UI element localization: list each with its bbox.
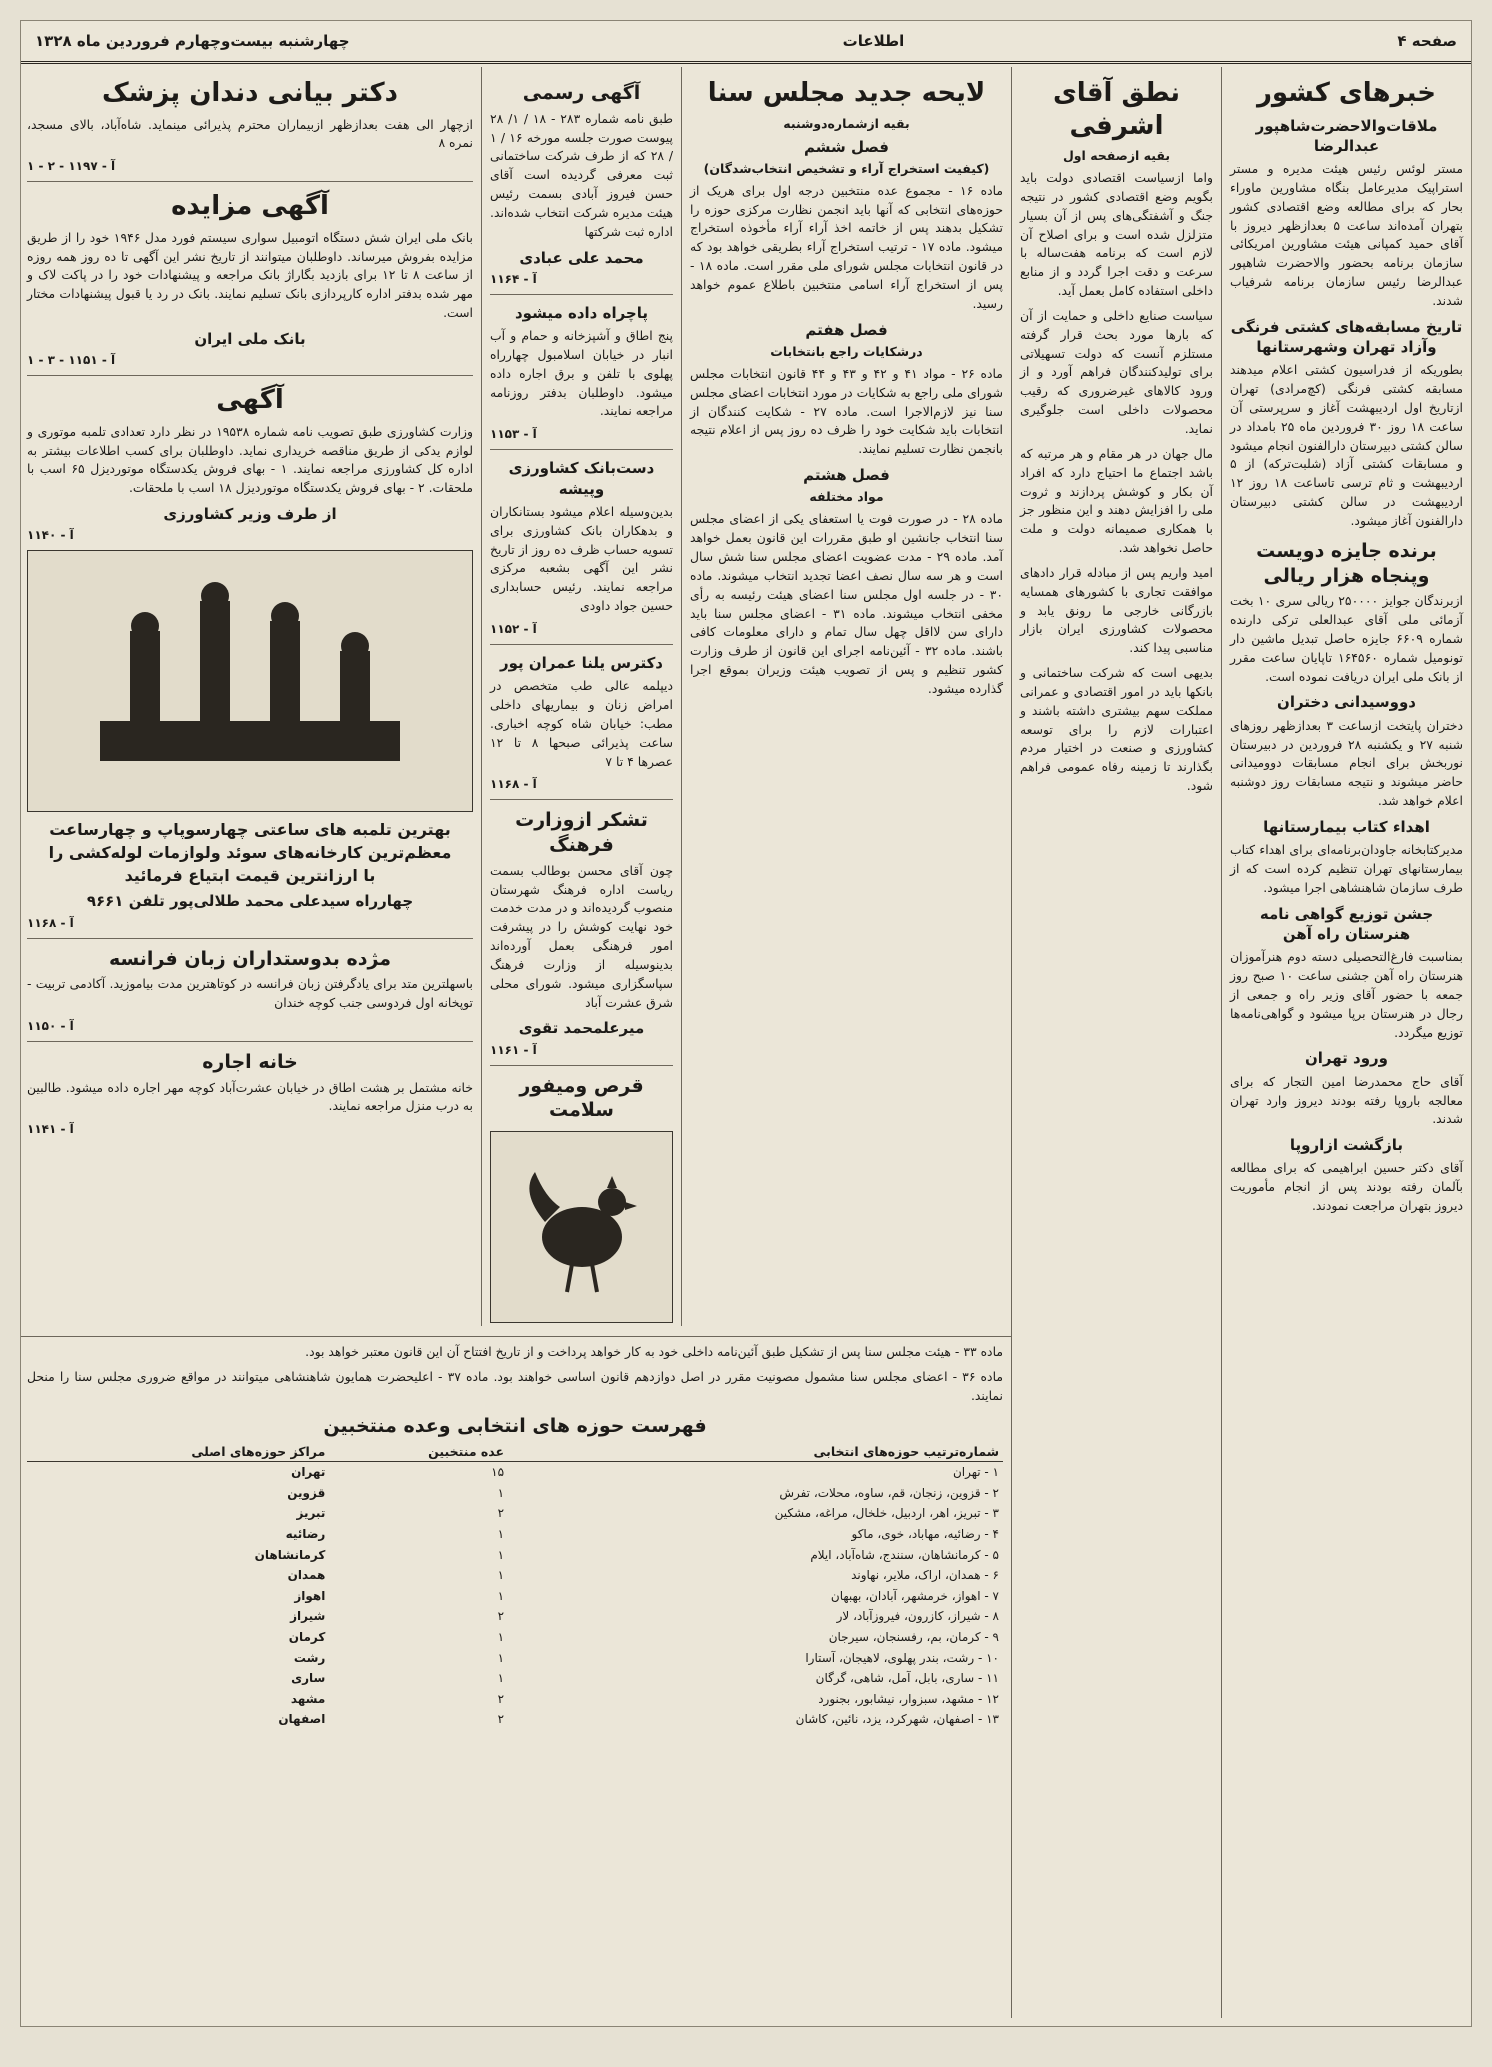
news-item-body: آقای حاج محمدرضا امین التجار که برای معالجه باروپا رفته بودند دیروز وارد تهران شدند. <box>1230 1073 1463 1127</box>
news-heading: خبرهای کشور <box>1256 78 1437 108</box>
speech-paragraph: بدیهی است که شرکت ساختمانی و بانکها باید در امور اقتصادی و عمرانی مملکت سهم بیشتری داشته باشند و اعتبارات لازم را برای توسعه کشاورزی و صنعت در اختیار مردم بگذارند تا زمینه رفاه عمومی فراهم شود. <box>1020 665 1213 794</box>
news-item-title: ملاقات‌والاحضرت‌شاهپور عبدالرضا <box>1255 116 1438 155</box>
section-title: فصل هفتم <box>805 320 888 339</box>
table-cell-center: کرمانشاهان <box>254 1547 326 1562</box>
table-cell-count: ۲ <box>497 1506 505 1521</box>
pumps-illustration <box>27 550 473 812</box>
ad-code: آ - ۱۱۶۱ <box>490 1042 537 1057</box>
table-cell-list: ۱ - تهران <box>952 1465 999 1480</box>
table-cell-list: ۲ - قزوین، زنجان، قم، ساوه، محلات، تفرش <box>779 1485 999 1500</box>
ad-signature: میرعلمحمد تقوی <box>518 1019 645 1038</box>
news-item-body: بمناسبت فارغ‌التحصیلی دسته دوم هنرآموزان هنرستان راه آهن جشنی ساعت ۱۰ صبح روز جمعه با حضور آقای وزیر راه و جمعی از رجال در هنرستان برپا میشود و گواهی‌نامه‌ها توزیع میگردد. <box>1230 949 1463 1040</box>
page-number: صفحه ۴ <box>1397 32 1457 50</box>
senate-bill-heading: لایحه جدید مجلس سنا <box>707 78 986 108</box>
table-cell-count: ۱۵ <box>491 1465 505 1480</box>
table-cell-list: ۸ - شیراز، کازرون، فیروزآباد، لار <box>836 1609 999 1624</box>
ad-code: آ - ۱۱۵۳ <box>490 427 537 442</box>
divider <box>490 294 673 295</box>
news-item-body: مستر لوئس رئیس هیئت مدیره و مستر استراپیک مدیرعامل بنگاه مشاورین ماوراء بحار که برای مطالعه وضع اقتصادی کشور بتهران آمده‌اند ساعت ۵ بعدازظهر دیروز با آقای حمید کمپانی هیئت مشاورین امریکائی سازمان برنامه بحضور والاحضرت شاهپور عبدالرضا رئیس سازمان برنامه شرفیاب شدند. <box>1230 161 1464 308</box>
pump-ad-line: بهترین تلمبه های ساعتی چهارسوپاپ و چهارساعت <box>49 820 451 840</box>
ad-code: آ - ۱۱۴۰ <box>27 528 74 543</box>
ad-code: آ - ۱۱۵۲ <box>490 621 537 636</box>
news-item-title: دووسیدانی دختران <box>1277 693 1416 712</box>
table-cell-center: تبریز <box>296 1506 326 1521</box>
table-title: فهرست حوزه های انتخابی وعده منتخبین <box>323 1414 707 1437</box>
ad-title: آگهی رسمی <box>522 82 641 104</box>
table-cell-center: مشهد <box>290 1691 326 1706</box>
table-cell-center: رشت <box>293 1650 326 1665</box>
table-cell-list: ۹ - کرمان، بم، رفسنجان، سیرجان <box>828 1629 999 1644</box>
pump-ad-address: چهارراه سیدعلی محمد طلالی‌پور تلفن ۹۶۶۱ <box>86 892 414 911</box>
table-cell-list: ۵ - کرمانشاهان، سنندج، شاه‌آباد، ایلام <box>810 1547 999 1562</box>
table-cell-center: اهواز <box>294 1588 326 1603</box>
table-cell-center: شیراز <box>290 1609 326 1624</box>
ad-code: آ - ۱۱۶۴ <box>490 271 537 286</box>
table-row <box>27 1524 1003 1545</box>
ad-body: طبق نامه شماره ۲۸۳ - ۱۸ / ۱/ ۲۸ پیوست صورت جلسه مورخه ۱۶ / ۱ / ۲۸ که از طرف شرکت ساختمانی ثبت معرفی گردیده است آقای حسن فیروز آبادی بسمت رئیس هیئت مدیره شرکت انتخاب شده‌اند. اداره ثبت شرکتها <box>490 110 673 239</box>
table-cell-center: همدان <box>287 1568 326 1583</box>
electoral-districts-table <box>27 1442 1003 1730</box>
table-row <box>27 1545 1003 1566</box>
bottom-intro: ماده ۳۶ - اعضای مجلس سنا مشمول مصونیت مقرر در اصل دوازدهم قانون اساسی خواهند بود. ماده ۳۷ - اعلیحضرت همایون شاهنشاهی میتوانند در مواقع ضروری مجلس سنا را منحل نمایند. <box>27 1368 1003 1403</box>
section-title: فصل هشتم <box>803 466 890 485</box>
masthead <box>21 21 1471 64</box>
ad-signature: بانک ملی ایران <box>194 329 306 348</box>
news-item-title: ورود تهران <box>1304 1049 1388 1068</box>
bottom-section <box>20 1336 1011 2018</box>
speech-paragraph: مال جهان در هر مقام و هر مرتبه که باشد اجتماع ما احتیاج دارد که افراد آن بکار و کوشش پردازند و ثروت ملی را افزایش دهند و این منظور جز با همکاری صمیمانه دولت و ملت حاصل نخواهد شد. <box>1020 445 1213 556</box>
table-row <box>27 1503 1003 1524</box>
table-cell-center: اصفهان <box>278 1712 326 1727</box>
table-cell-count: ۲ <box>497 1712 505 1727</box>
table-cell-count: ۱ <box>497 1671 505 1686</box>
ad-title: مژده بدوستداران زبان فرانسه <box>108 947 392 970</box>
table-cell-count: ۱ <box>497 1547 505 1562</box>
speech-paragraph: امید واریم پس از مبادله قرار دادهای موافقت تجاری با کشورهای همسایه بازرگانی خارجی ما رونق یابد و محصولات کشاورزی ایران بازار مناسبی پیدا کند. <box>1020 564 1213 656</box>
paper-name: اطلاعات <box>842 32 905 50</box>
senate-bill-subtitle: بقیه ازشماره‌دوشنبه <box>783 115 910 131</box>
speech-heading: نطق آقای اشرفی <box>1052 78 1181 141</box>
table-cell-count: ۱ <box>497 1527 505 1541</box>
section-subtitle: درشکایات راجع بانتخابات <box>770 343 923 359</box>
section-subtitle: (کیفیت استخراج آراء و تشخیص انتخاب‌شدگان) <box>703 160 990 176</box>
table-header-row <box>27 1442 1003 1462</box>
ad-body: چون آقای محسن بوطالب بسمت ریاست اداره فرهنگ شهرستان منصوب گردیده‌اند و در مدت خدمت خود نهایت کوشش را در پیشرفت امور فرهنگی بعمل آورده‌اند بدینوسیله از وزارت فرهنگ سپاسگزاری میشود. شورای محلی شرق عشرت آباد <box>490 862 673 1010</box>
section-subtitle: مواد مختلفه <box>809 489 884 505</box>
news-item-title: بازگشت ازاروپا <box>1289 1136 1404 1155</box>
speech-paragraph: سیاست صنایع داخلی و حمایت از آن که بارها مورد بحث قرار گرفته مستلزم آنست که دولت تسهیلاتی برای تولیدکنندگان فراهم آورد و از ورود کالاهای غیرضروری که رقیب محصولات داخلی است جلوگیری نماید. <box>1020 307 1213 436</box>
table-row <box>27 1565 1003 1586</box>
news-item-body: ازبرندگان جوایز ۲۵۰۰۰۰ ریالی سری ۱۰ بخت آزمائی ملی آقای عبدالعلی ترکی دارنده شماره ۶۶۰۹ جایزه حاصل تبدیل ماشین دار تونومیل شماره ۱۶۴۵۶۰ تاپایان ساعت مقرر از بانک ملی ایران دریافت نموده است. <box>1230 593 1463 684</box>
table-cell-list: ۱۰ - رشت، بندر پهلوی، لاهیجان، آستارا <box>805 1650 999 1665</box>
ad-body: خانه مشتمل بر هشت اطاق در خیابان عشرت‌آباد کوچه مهر اجاره داده میشود. طالبین به درب منزل مراجعه نمایند. <box>27 1079 473 1114</box>
rooster-icon <box>507 1152 657 1302</box>
table-cell-count: ۱ <box>497 1568 505 1583</box>
news-item-title: برنده جایزه دویست وپنجاه هزار ریالی <box>1256 539 1437 587</box>
table-row <box>27 1462 1003 1483</box>
table-cell-count: ۲ <box>497 1609 505 1624</box>
news-item-body: آقای دکتر حسین ابراهیمی که برای مطالعه بآلمان رفته بودند پس از انجام مأموریت دیروز بتهران مراجعت نمودند. <box>1230 1160 1463 1214</box>
table-cell-center: ساری <box>291 1671 326 1686</box>
ad-signature: محمد علی عبادی <box>519 248 644 267</box>
table-body <box>27 1462 1003 1730</box>
table-header-count: عده منتخبین <box>329 1442 508 1462</box>
table-row <box>27 1586 1003 1607</box>
table-cell-list: ۷ - اهواز، خرمشهر، آبادان، بهبهان <box>830 1588 999 1603</box>
table-cell-list: ۶ - همدان، اراک، ملایر، نهاوند <box>851 1568 999 1583</box>
divider <box>490 644 673 645</box>
ad-title: پاچراه داده میشود <box>514 303 648 322</box>
ad-body: بدین‌وسیله اعلام میشود بستانکاران و بدهکاران بانک کشاورزی برای تسویه حساب ظرف ده روز از تاریخ نشر این آگهی بشعبه مرکزی مراجعه نمایند. رئیس حسابداری حسین جواد داودی <box>490 503 673 614</box>
table-cell-count: ۲ <box>497 1691 505 1706</box>
ad-title: دکتر بیانی دندان پزشک <box>102 78 398 108</box>
table-cell-list: ۱۳ - اصفهان، شهرکرد، یزد، نائین، کاشان <box>795 1712 999 1727</box>
news-item-body: دختران پایتخت ازساعت ۳ بعدازظهر روزهای شنبه ۲۷ و یکشنبه ۲۸ فروردین در دبیرستان نوربخش برای انجام مسابقات دوومیدانی حاضر میشوند و نتیجه مسابقات روز دوشنبه اعلام خواهد شد. <box>1230 717 1463 809</box>
ad-title: تشکر ازوزارت فرهنگ <box>515 809 648 857</box>
ad-title: قرص ومیفور سلامت <box>519 1074 644 1122</box>
ad-signature: از طرف وزیر کشاورزی <box>163 505 337 524</box>
table-cell-count: ۱ <box>497 1588 505 1603</box>
divider <box>27 181 473 182</box>
table-cell-list: ۱۲ - مشهد، سبزوار، نیشابور، بجنورد <box>818 1691 999 1706</box>
ad-title: خانه اجاره <box>202 1050 298 1073</box>
table-cell-list: ۳ - تبریز، اهر، اردبیل، خلخال، مراغه، مشکین <box>774 1506 999 1521</box>
ad-code: آ - ۱۱۴۱ <box>27 1122 74 1137</box>
ad-code: آ - ۱۱۵۱ - ۳ - ۱ <box>27 353 116 368</box>
table-row <box>27 1709 1003 1730</box>
table-cell-count: ۱ <box>497 1485 505 1500</box>
ad-body: پنج اطاق و آشپزخانه و حمام و آب انبار در خیابان اسلامبول چهارراه پهلوی با تلفن و برق اجاره داده میشود. داوطلبان بدفتر روزنامه مراجعه نمایند. <box>490 328 673 419</box>
table-cell-center: کرمان <box>288 1629 326 1644</box>
table-cell-count: ۱ <box>497 1629 505 1644</box>
news-item-title: جشن توزیع گواهی نامه هنرستان راه آهن <box>1259 904 1434 943</box>
water-pump-icon <box>60 571 440 791</box>
table-row <box>27 1606 1003 1627</box>
bottom-continuation: ماده ۳۳ - هیئت مجلس سنا پس از تشکیل طبق آئین‌نامه داخلی خود به کار خواهد پرداخت و از تاریخ افتتاح آن این قانون معتبر خواهد بود. <box>305 1344 1003 1359</box>
section-body: ماده ۲۸ - در صورت فوت یا استعفای یکی از اعضای مجلس سنا انتخاب جانشین او طبق مقررات این قانون بعمل خواهد آمد. ماده ۲۹ - مدت عضویت اعضای مجلس سنا شش سال است و هر سه سال نصف اعضا تجدید انتخاب میشوند. ماده ۳۰ - در جلسه اول مجلس سنا اعضای هیئت رئیسه به رأی مخفی انتخاب میشوند. ماده ۳۱ - اعضای مجلس سنا باید دارای سن لااقل چهل سال تمام و دارای معلومات کافی باشند. ماده ۳۲ - آئین‌نامه اجرای این قانون از طرف وزارت کشور تنظیم و پس از تصویب هیئت وزیران بموقع اجرا گذارده میشود. <box>690 511 1004 696</box>
news-item-body: مدیرکتابخانه جاودان‌برنامه‌ای برای اهداء کتاب بیمارستانهای تهران تنظیم کرده است که از طرف سازمان شاهنشاهی اجرا میشود. <box>1230 842 1463 895</box>
table-cell-center: قزوین <box>287 1485 326 1500</box>
pump-ad-line: با ارزانترین قیمت ابتیاع فرمائید <box>124 866 376 886</box>
column-speech <box>1011 67 1221 2018</box>
table-cell-list: ۴ - رضائیه، مهاباد، خوی، ماکو <box>851 1527 999 1541</box>
ad-code: آ - ۱۱۵۰ <box>27 1018 74 1033</box>
table-cell-count: ۱ <box>497 1650 505 1665</box>
section-body: ماده ۲۶ - مواد ۴۱ و ۴۲ و ۴۳ و ۴۴ قانون انتخابات مجلس شورای ملی راجع به شکایات در مورد انتخابات اعضای مجلس سنا نیز لازم‌الاجرا است. ماده ۲۷ - شکایت کنندگان از انتخابات باید شکایت خود را ظرف ده روز پس از اعلام نتیجه بانجمن نظارت تسلیم نمایند. <box>689 365 1003 457</box>
ad-title: دست‌بانک کشاورزی وپیشه <box>508 459 655 498</box>
table-row <box>27 1627 1003 1648</box>
table-cell-list: ۱۱ - ساری، بابل، آمل، شاهی، گرگان <box>815 1671 999 1686</box>
newspaper-page <box>20 20 1472 2027</box>
divider <box>490 799 673 800</box>
ad-body: بانک ملی ایران شش دستگاه اتومبیل سواری سیستم فورد مدل ۱۹۴۶ خود را از طریق مزایده بفروش میرساند. داوطلبان میتوانند از تاریخ نشر این آگهی تا ده روز همه روزه از ساعت ۸ تا ۱۲ برای بازدید بگاراژ بانک مراجعه و پیشنهادات خود را در پاکت لاک و مهر شده بدفتر اداره کارپردازی بانک تسلیم نمایند. بانک در رد یا قبول پیشنهادات مختار است. <box>27 229 473 321</box>
ad-title: آگهی مزایده <box>171 191 329 222</box>
column-senate-bill <box>681 67 1011 1326</box>
news-item-title: تاریخ مسابقه‌های کشتی فرنگی وآزاد تهران وشهرستانها <box>1230 317 1463 356</box>
column-ads-middle <box>481 67 681 1326</box>
ad-code: آ - ۱۱۹۷ - ۲ - ۱ <box>27 159 116 174</box>
issue-date: چهارشنبه بیست‌وچهارم فروردین ماه ۱۳۲۸ <box>35 32 350 50</box>
table-header-list: شماره‌ترتیب حوزه‌های انتخابی <box>508 1442 1003 1462</box>
column-news <box>1221 67 1471 2018</box>
divider <box>490 1065 673 1066</box>
divider <box>490 449 673 450</box>
table-row <box>27 1483 1003 1504</box>
ad-title: آگهی <box>216 385 284 416</box>
column-ads-left <box>20 67 481 1326</box>
ad-code: آ - ۱۱۶۸ <box>490 777 537 792</box>
news-item-title: اهداء‌ کتاب بیمارستانها <box>1263 817 1430 836</box>
section-body: ماده ۱۶ - مجموع عده منتخبین درجه اول برای هریک از حوزه‌های انتخابی که آنها باید انجمن نظارت مرکزی حوزه را تشکیل بدهند پس از خاتمه اخذ آراء آراء مأخوذه استخراج میشود. ماده ۱۷ - ترتیب استخراج آراء بطریقی خواهد بود که در قانون انتخابات مجلس شورای ملی مقرر است. ماده ۱۸ - پس از استخراج آراء اسامی منتخبین باطلاع عموم خواهد رسید. <box>690 182 1003 311</box>
table-cell-center: رضائیه <box>285 1527 326 1541</box>
ad-body: وزارت کشاورزی طبق تصویب نامه شماره ۱۹۵۳۸ در نظر دارد تعدادی تلمبه موتوری و لوازم یدکی از طریق مناقصه خریداری نماید. داوطلبان برای کسب اطلاعات بیشتر به اداره کل کشاورزی مراجعه نمایند. ۱ - بهای فروش یکدستگاه موتوردیزل ۶۵ اسب با ملحقات. ۲ - بهای فروش یکدستگاه موتوردیزل ۱۸ اسب با ملحقات. <box>27 423 474 496</box>
pump-ad-line: معظم‌ترین کارخانه‌های سوئد ولوازمات لوله‌کشی را <box>48 843 452 863</box>
table-cell-center: تهران <box>291 1465 326 1480</box>
ad-body: باسهلترین متد برای یادگرفتن زبان فرانسه در کوتاهترین مدت بیاموزید. آکادمی تربیت - توپخانه اول فردوسی جنب کوچه خندان <box>27 976 473 1011</box>
ad-code: آ - ۱۱۶۸ <box>27 915 74 930</box>
divider <box>27 938 473 939</box>
table-row <box>27 1689 1003 1710</box>
speech-subtitle: بقیه ازصفحه اول <box>1062 148 1171 163</box>
divider <box>27 375 473 376</box>
speech-paragraph: واما ازسیاست اقتصادی دولت باید بگویم وضع اقتصادی کشور در نتیجه جنگ و آشفتگی‌های پس از آن بسیار متزلزل شده است و برای اصلاح آن لازم است که برنامه هفت‌ساله با سرعت و دقت اجرا گردد و از منابع داخلی استفاده کامل بعمل آید. <box>1020 170 1213 299</box>
table-header-center: مراکز حوزه‌های اصلی <box>27 1442 329 1462</box>
table-row <box>27 1668 1003 1689</box>
ad-body: دیپلمه عالی طب متخصص در امراض زنان و بیماریهای داخلی مطب: خیابان شاه کوچه اخباری. ساعت پذیرائی صبحها ۸ تا ۱۲ عصرها ۴ تا ۷ <box>490 678 674 769</box>
table-row <box>27 1648 1003 1669</box>
ad-title: دکترس یلنا عمران پور <box>499 653 663 672</box>
news-item-body: بطوریکه از فدراسیون کشتی اعلام میدهند مسابقه کشتی فرنگی (کچ‌مرادی) تهران ازتاریخ اول اردیبهشت آغاز و سرپرستی آن ساعت ۱۸ روز ۳۰ فروردین ماه ۲۵ بامداد در سالن کشتی دبیرستان دارالفنون انجام میشود و مسابقات کشتی آزاد (شلبت‌ترکه) از ۵ اردیبهشت و ثام ترسی تاساعت ۱۸ روز ۱۲ اردیبهشت در سالن کشتی دبیرستان دارالفنون آغاز میشود. <box>1230 362 1464 528</box>
section-title: فصل ششم <box>804 137 889 156</box>
ad-body: ازچهار الی هفت بعدازظهر ازبیماران محترم پذیرائی مینماید. شاه‌آباد، بالای مسجد، نمره ۸ <box>27 116 473 151</box>
divider <box>27 1041 473 1042</box>
rooster-illustration <box>490 1131 673 1323</box>
